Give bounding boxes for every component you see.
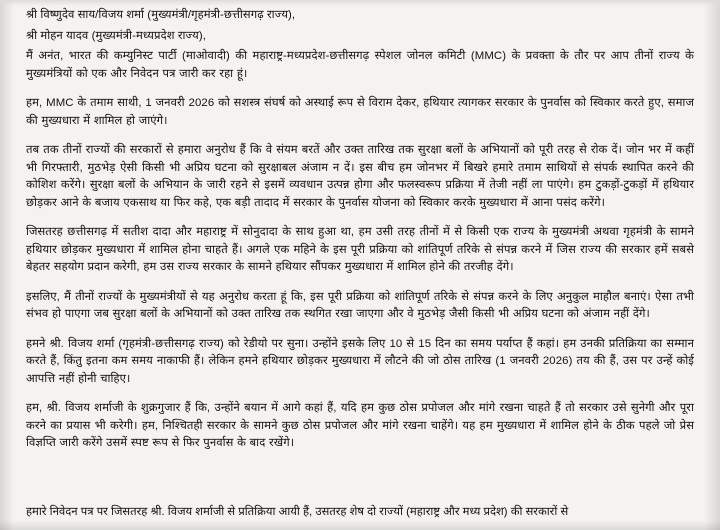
clipped-paragraph	[26, 504, 694, 530]
salutation-line-2: श्री मोहन यादव (मुख्यमंत्री-मध्यप्रदेश राज्य),	[26, 30, 207, 42]
paragraph-5: इसलिए, मैं तीनों राज्यों के मुख्यमंत्रीयों से यह अनुरोध करता हूं कि, इस पूरी प्रक्रिया को शांतिपूर्ण तरिके से संपन्न करने के लिए अनुकुल माहौल बनाएं। ऐसा तभी संभव हो पाएगा जब सुरक्षा बलों के अभियानों को उक्त तारिख तक स्थगित रखा जाएगा और वे मुठभेड़ जैसी किसी भी अप्रिय घटना को अंजाम नहीं देंगे।	[26, 290, 694, 320]
paragraph-3: तब तक तीनों राज्यों की सरकारों से हमारा अनुरोध हैं कि वे संयम बरतें और उक्त तारिख तक सुरक्षा बलों के अभियानों को पूरी तरह से रोक दें। जोन भर में कहीं भी गिरफ्तारी, मुठभेड़ ऐसी किसी भी अप्रिय घटना को सुरक्षाबल अंजाम न दें। इस बीच हम जोनभर में बिखरे हमारे तमाम साथियों से संपर्क स्थापित करने की कोशिश करेंगे। सुरक्षा बलों के अभियान के जारी रहने से इसमें व्यवधान उत्पन्न होगा और फलस्वरूप प्रक्रिया में तेजी नहीं ला पाएंगे। हम टुकड़ों-टुकड़ों में हथियार छोड़कर आने के बजाय एकसाथ या फिर कहे, एक बड़ी तादाद में सरकार के पुनर्वास योजना को स्विकार करके मुख्यधारा में आना पसंद करेंगे।	[26, 144, 694, 209]
paragraph-1: मैं अनंत, भारत की कम्युनिस्ट पार्टी (माओवादी) की महाराष्ट्र-मध्यप्रदेश-छत्तीसगढ़ स्पेशल जोनल कमिटी (MMC) के प्रवक्ता के तौर पर आप तीनों राज्य के मुख्यमंत्रियों को एक और निवेदन पत्र जारी कर रहा हूं।	[26, 50, 694, 80]
salutation-line-1: श्री विष्णुदेव साय/विजय शर्मा (मुख्यमंत्री/गृहमंत्री-छत्तीसगढ़ राज्य),	[26, 9, 296, 21]
paragraph-6: हमने श्री. विजय शर्मा (गृहमंत्री-छत्तीसगढ़ राज्य) को रेडीयो पर सुना। उन्होंने इसके लिए 10 से 15 दिन का समय पर्याप्त हैं कहां। हम उनकी प्रतिक्रिया का सम्मान करते हैं, किंतु इतना कम समय नाकाफी हैं। लेकिन हमने हथियार छोड़कर मुख्यधारा में लौटने की जो ठोस तारिख (1 जनवरी 2026) तय की हैं, उस पर उन्हें कोई आपत्ति नहीं होनी चाहिए।	[26, 337, 694, 385]
paragraph-4: जिसतरह छत्तीसगढ़ में सतीश दादा और महाराष्ट्र में सोनुदादा के साथ हुआ था, हम उसी तरह तीनों में से किसी एक राज्य के मुख्यमंत्री अथवा गृहमंत्री के सामने हथियार छोड़कर मुख्यधारा में शामिल होना चाहते हैं। अगले एक महिने के इस पूरी प्रक्रिया को शांतिपूर्ण तरिके से संपन्न करने में जिस राज्य की सरकार हमें सबसे बेहतर सहयोग प्रदान करेगी, हम उस राज्य सरकार के सामने हथियार सौंपकर मुख्यधारा में शामिल होने की तरजीह देंगे।	[26, 226, 694, 273]
paragraph-7: हम, श्री. विजय शर्माजी के शुक्रगुजार हैं कि, उन्होंने बयान में आगे कहां हैं, यदि हम कुछ ठोस प्रपोजल और मांगे रखना चाहते हैं तो सरकार उसे सुनेगी और पूरा करने का प्रयास भी करेगी। हम, निश्चितही सरकार के सामने कुछ ठोस प्रपोजल और मांगे रखना चाहेंगे। यह हम मुख्यधारा में शामिल होने के ठीक पहले जो प्रेस विज्ञप्ति जारी करेंगे उसमें स्पष्ट रूप से फिर पुनर्वास के बाद रखेंगे।	[26, 402, 694, 449]
clipped-paragraph-text: हमारे निवेदन पत्र पर जिसतरह श्री. विजय शर्माजी से प्रतिक्रिया आयी हैं, उसतरह शेष दो राज्यों (महाराष्ट्र और मध्य प्रदेश) की सरकारों से	[26, 506, 569, 518]
paragraph-2: हम, MMC के तमाम साथी, 1 जनवरी 2026 को सशस्त्र संघर्ष को अस्थाई रूप से विराम देकर, हथियार त्यागकर सरकार के पुनर्वास को स्विकार करते हुए, समाज की मुख्यधारा में शामिल हो जाएंगे।	[26, 97, 694, 127]
